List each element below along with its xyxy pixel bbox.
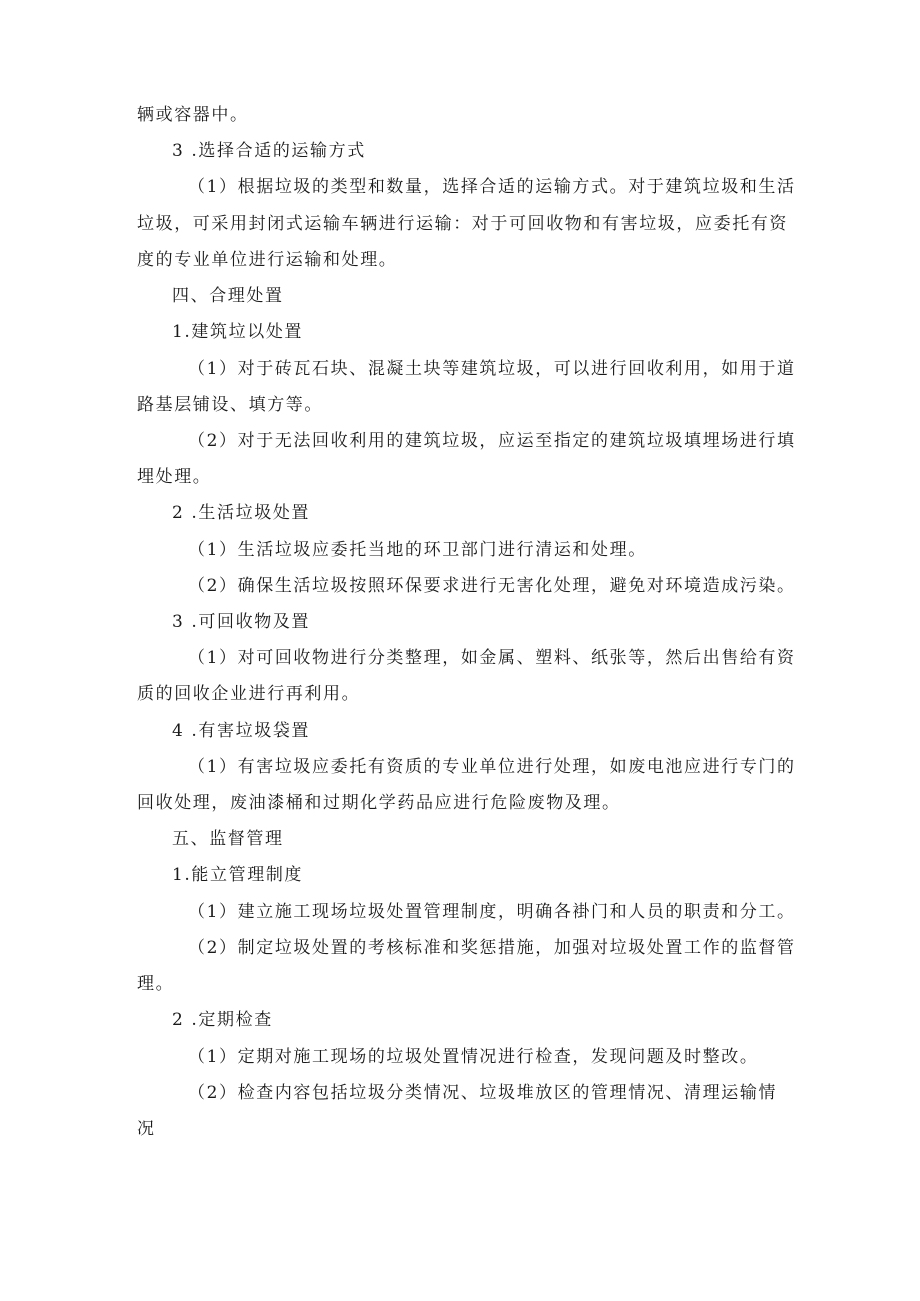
section-heading: 4 .有害垃圾袋置 — [172, 721, 311, 741]
paragraph-line: 度的专业单位进行运输和处理。 — [137, 250, 398, 270]
paragraph-line: 埋处理。 — [137, 467, 212, 487]
section-heading: 3 .选择合适的运输方式 — [172, 141, 366, 161]
paragraph-line: （1）根据垃圾的类型和数量，选择合适的运输方式。对于建筑垃圾和生活 — [188, 177, 796, 197]
paragraph-line: 路基层铺设、填方等。 — [137, 395, 323, 415]
chapter-heading: 五、监督管理 — [172, 829, 284, 849]
section-heading: 2 .生活垃圾处置 — [172, 503, 311, 523]
paragraph-line: （2）检查内容包括垃圾分类情况、垃圾堆放区的管理情况、清理运输情 — [188, 1083, 778, 1103]
paragraph-line: （1）定期对施工现场的垃圾处置情况进行检查，发现问题及时整改。 — [188, 1047, 759, 1067]
paragraph-line: 垃圾，可采用封闭式运输车辆进行运输：对于可回收物和有害垃圾，应委托有资 — [137, 214, 788, 234]
paragraph-continuation: 辆或容器中。 — [137, 105, 249, 125]
paragraph-line: （1）生活垃圾应委托当地的环卫部门进行清运和处理。 — [188, 540, 647, 560]
section-heading: 3 .可回收物及置 — [172, 612, 311, 632]
section-heading: 2 .定期检查 — [172, 1010, 273, 1030]
paragraph-line: 回收处理，废油漆桶和过期化学药品应进行危险废物及理。 — [137, 793, 621, 813]
paragraph-line: （1）建立施工现场垃圾处置管理制度，明确各褂门和人员的职责和分工。 — [188, 902, 796, 922]
paragraph-line: 况 — [137, 1119, 156, 1139]
chapter-heading: 四、合理处置 — [172, 286, 284, 306]
section-heading: 1.能立管理制度 — [172, 865, 304, 885]
paragraph-line: （2）对于无法回收利用的建筑垃圾，应运至指定的建筑垃圾填埋场进行填 — [188, 431, 796, 451]
paragraph-line: （2）确保生活垃圾按照环保要求进行无害化处理，避免对环境造成污染。 — [188, 576, 796, 596]
section-heading: 1.建筑垃以处置 — [172, 322, 304, 342]
paragraph-line: 理。 — [137, 974, 175, 994]
paragraph-line: 质的回收企业进行再利用。 — [137, 684, 361, 704]
paragraph-line: （1）有害垃圾应委托有资质的专业单位进行处理，如废电池应进行专门的 — [188, 757, 796, 777]
paragraph-line: （1）对可回收物进行分类整理，如金属、塑料、纸张等，然后出售给有资 — [188, 648, 796, 668]
paragraph-line: （1）对于砖瓦石块、混凝土块等建筑垃圾，可以进行回收利用，如用于道 — [188, 359, 796, 379]
paragraph-line: （2）制定垃圾处置的考核标准和奖惩措施，加强对垃圾处置工作的监督管 — [188, 938, 796, 958]
